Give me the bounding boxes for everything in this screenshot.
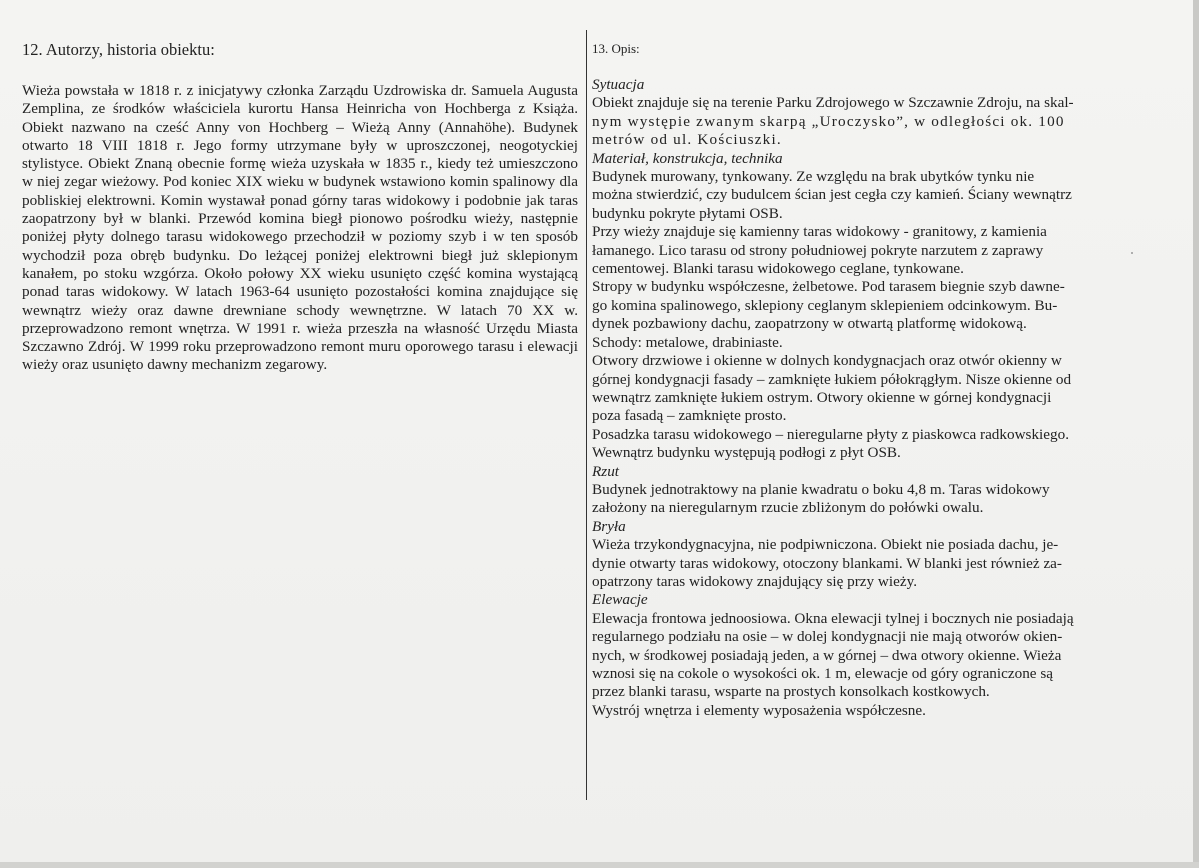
text-line: można stwierdzić, czy budulcem ścian jest cegła czy kamień. Ściany wewnątrz [592,186,1072,204]
text-line: Posadzka tarasu widokowego – nieregularne płyty z piaskowca radkowskiego. [592,425,1070,443]
scan-edge-right [1193,0,1199,868]
scan-edge-bottom [0,862,1199,868]
text-line: budynku pokryte płytami OSB. [592,204,783,222]
text-line: górnej kondygnacji fasady – zamknięte łukiem półokrągłym. Nisze okienne od [592,370,1072,388]
text-line: Wystrój wnętrza i elementy wyposażenia współczesne. [592,701,926,719]
text-line: przez blanki tarasu, wsparte na prostych konsolkach kostkowych. [592,683,990,701]
subsection-title-rzut: Rzut [592,462,620,480]
column-divider [586,30,587,800]
text-line: założony na nieregularnym rzucie zbliżonym do połówki owalu. [592,499,984,517]
text-line: Otwory drzwiowe i okienne w dolnych kondygnacjach oraz otwór okienny w [592,352,1062,370]
text-line: wewnątrz zamknięte łukiem ostrym. Otwory okienne w górnej kondygnacji [592,388,1052,406]
text-line: Budynek jednotraktowy na planie kwadratu o boku 4,8 m. Taras widokowy [592,480,1050,498]
subsection-title-elewacje: Elewacje [592,591,648,609]
section-12-heading: 12. Autorzy, historia obiektu: [22,40,215,59]
text-line: Stropy w budynku współczesne, żelbetowe. Pod tarasem biegnie szyb dawne- [592,278,1065,296]
history-paragraph: Wieża powstała w 1818 r. z inicjatywy członka Zarządu Uzdrowiska dr. Samuela Augusta Zemplina, ze środków właściciela kurortu Hansa Heinricha von Hochberga z Książa. Obiekt nazwano na cześć Anny von Hochberg – Wieżą Anny (Annahöhe). Budynek otwarto 18 VIII 1818 r. Jego formy utrzymane były w uproszczonej, neogotyckiej stylistyce. Obiekt Znaną obecnie formę wieża uzyskała w 1835 r., kiedy też umieszczono w niej zegar wieżowy. Pod koniec XIX wieku w budynek wstawiono komin spalinowy dla pobliskiej elektrowni. Komin wystawał ponad górny taras widokowy i podobnie jak taras zaopatrzony był w blanki. Przewód komina biegł pionowo pośrodku wieży, następnie poniżej płyty dolnego tarasu widokowego przechodził w poziomy szyb i w ten sposób wychodził poza obręb budynku. Do leżącej poniżej elektrowni biegł już sklepionym kanałem, po stoku wzgórza. Około połowy XX wieku usunięto część komina wystającą ponad taras widokowy. W latach 1963-64 usunięto pozostałości komina znajdujące się wewnątrz wieży oraz dawne drewniane schody wewnętrzne. W latach 70 XX w. przeprowadzono remont wnętrza. W 1991 r. wieża przeszła na własność Urzędu Miasta Szczawno Zdrój. W 1999 roku przeprowadzono remont muru oporowego tarasu i elewacji wieży oraz usunięto dawny mechanizm zegarowy. [22,82,578,374]
text-line: metrów od ul. Kościuszki. [592,131,782,149]
section-13-heading: 13. Opis: [592,41,640,56]
subsection-title-material: Materiał, konstrukcja, technika [592,149,783,167]
text-line: Wewnątrz budynku występują podłogi z płyt OSB. [592,444,901,462]
subsection-title-bryla: Bryła [592,517,626,535]
text-line: wznosi się na cokole o wysokości ok. 1 m, elewacje od góry ograniczone są [592,665,1053,682]
text-line: Schody: metalowe, drabiniaste. [592,333,783,351]
left-column [22,40,578,375]
text-line: nym występie zwanym skarpą „Uroczysko”, w odległości ok. 100 [592,112,1065,130]
text-line: cementowej. Blanki tarasu widokowego ceglane, tynkowane. [592,260,964,278]
text-line: Przy wieży znajduje się kamienny taras widokowy - granitowy, z kamienia [592,223,1047,241]
text-line: Obiekt znajduje się na terenie Parku Zdrojowego w Szczawnie Zdroju, na skal- [592,94,1074,112]
text-line: łamanego. Lico tarasu od strony południowej pokryte narzutem z zaprawy [592,241,1044,259]
text-line: Elewacja frontowa jednoosiowa. Okna elewacji tylnej i bocznych nie posiadają [592,609,1074,627]
text-line: dynek pozbawiony dachu, zaopatrzony w otwartą platformę widokową. [592,315,1027,333]
text-line: go komina spalinowego, sklepiony ceglanym sklepieniem odcinkowym. Bu- [592,296,1058,314]
text-line: dynie otwarty taras widokowy, otoczony blankami. W blanki jest również za- [592,554,1062,572]
text-line: poza fasadą – zamknięte prosto. [592,407,787,425]
right-column [592,40,1132,720]
text-line: Budynek murowany, tynkowany. Ze względu na brak ubytków tynku nie [592,168,1035,186]
text-line: opatrzony taras widokowy znajdujący się przy wieży. [592,572,918,590]
text-line: regularnego podziału na osie – w dolej kondygnacji nie mają otworów okien- [592,628,1063,646]
text-line: nych, w środkowej posiadają jeden, a w górnej – dwa otwory okienne. Wieża [592,646,1062,664]
text-line: Wieża trzykondygnacyjna, nie podpiwniczona. Obiekt nie posiada dachu, je- [592,536,1059,554]
subsection-title-sytuacja: Sytuacja [592,76,645,93]
